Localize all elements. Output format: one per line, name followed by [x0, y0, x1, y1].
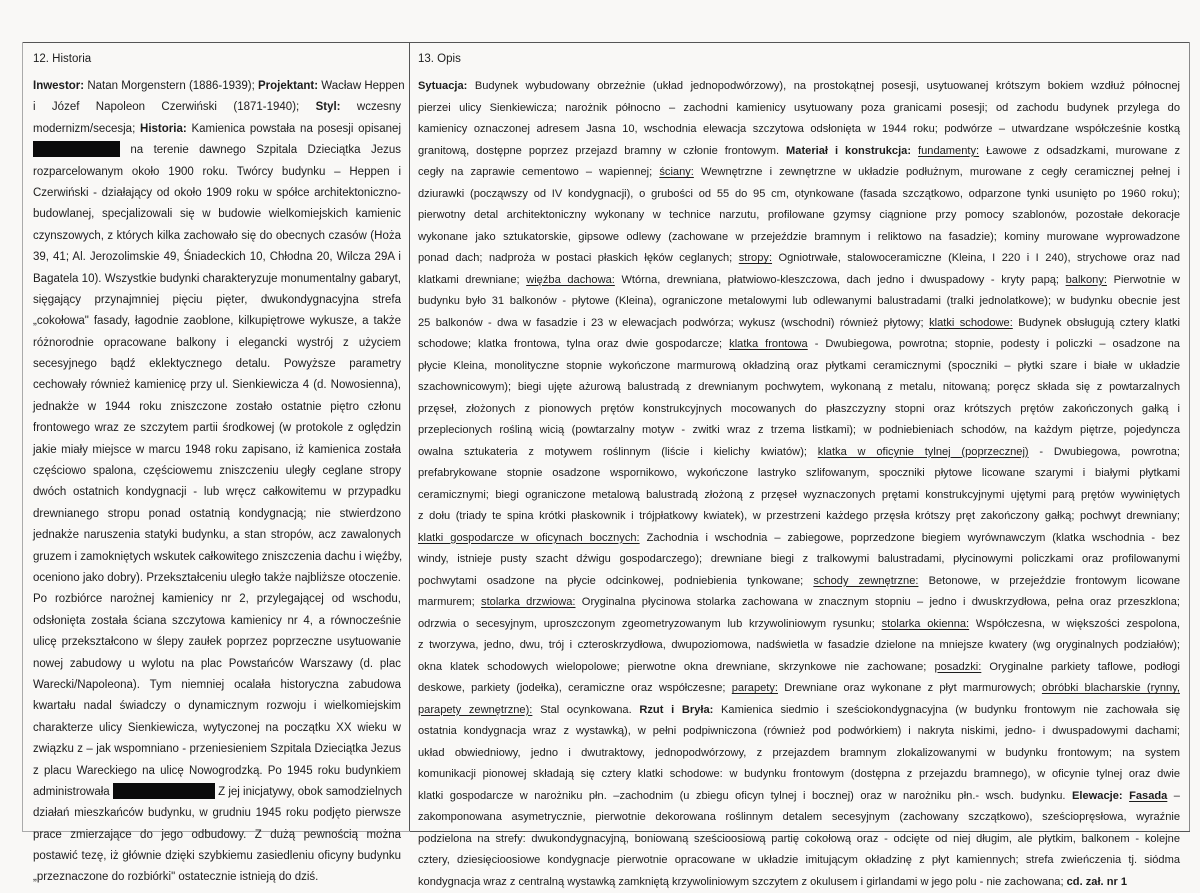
text-run: przęseł, złożonych z pionowych prętów konstrukcyjnych mocowanych do płaszczyzny stopni oraz krótszych prętów zakończonych gałką i	[418, 403, 1180, 415]
underlined-term: posadzki:	[934, 661, 981, 673]
text-run: 25 balkonów - dwa w fasadzie i 23 w elewacjach podwórza; wykusz (wschodni) również płytowy;	[418, 317, 929, 329]
text-line	[418, 571, 1180, 593]
text-run: - Dwubiegowa, powrotna; stopnie, podesty i policzki – osadzone na	[808, 338, 1180, 350]
text-run	[911, 145, 918, 157]
text-run: 39, 41; Al. Jerozolimskie 49, Śniadeckich 10, Chłodna 20, Wilcza 29A i	[33, 251, 401, 263]
underlined-term: klatki gospodarcze w oficynach bocznych:	[418, 532, 640, 544]
bold-label: Elewacje:	[1072, 790, 1123, 802]
text-line	[418, 786, 1180, 808]
text-line	[33, 867, 401, 888]
text-run: cztery, dziesięcioosiowe kondygnacje pierwotnie opracowane w układzie imitującym okładzinę z płyt kamiennych; strefa zwieńczenia tj. siódma	[418, 854, 1180, 866]
text-line	[418, 442, 1180, 464]
underlined-term: klatka frontowa	[729, 338, 808, 350]
text-run: secesyjnego bądź eklektycznego detalu. Powyższe parametry	[33, 358, 401, 370]
underlined-term: schody zewnętrzne:	[813, 575, 918, 587]
text-run: kamienicy oznaczonej adresem Jasna 10, wschodnia elewacja szczytowa odsłonięta w 1944 roku; podwórze – utwardzane współcześnie kostką	[418, 123, 1180, 135]
underlined-term: parapety:	[732, 682, 778, 694]
text-run: Z jej inicjatywy, obok samodzielnych	[215, 786, 402, 798]
text-run: –	[1167, 790, 1180, 802]
underlined-term: fundamenty:	[918, 145, 979, 157]
text-run: Bagatela 10). Wszystkie budynki charakteryzuje monumentalny gabaryt,	[33, 273, 401, 285]
text-run: Budynek obsługują cztery klatki	[1013, 317, 1180, 329]
description-body	[418, 76, 1180, 893]
text-line	[418, 399, 1180, 421]
underlined-term: więźba dachowa:	[526, 274, 615, 286]
text-run: Oryginalne parkiety taflowe, podłogi	[981, 661, 1180, 673]
text-run: kwartału nadal świadczy o dynamicznym rozwoju i wielkomiejskim	[33, 700, 401, 712]
text-line	[418, 657, 1180, 679]
text-run: dwóch ostatnich kondygnacji - lub wręcz całkowitemu w przypadku	[33, 486, 401, 498]
bold-label: Materiał i konstrukcja:	[786, 145, 911, 157]
underlined-term: balkony:	[1066, 274, 1107, 286]
text-run: Wtórna, drewniana, płatwiowo-kleszczowa, dach jedno i dwuspadowy - kryty papą;	[615, 274, 1066, 286]
text-run: wykonane jako sztukatorskie, gipsowe odlewy (zachowane w przejeździe bramnym i reliktowo na fasadzie); kominy murowane wyprowadzone	[418, 231, 1180, 243]
text-run: Drewniane oraz wykonane z płyt marmurowych;	[778, 682, 1042, 694]
text-run: związku z – jak wspomniano - przeniesieniem Szpitala Dzieciątka Jezus	[33, 743, 401, 755]
text-run: częściowo spalona, częściowemu zniszczeniu uległy ceglane stropy	[33, 465, 401, 477]
text-line	[418, 141, 1180, 163]
text-line	[418, 98, 1180, 120]
text-line	[33, 354, 401, 375]
text-line	[33, 568, 401, 589]
text-run: rozparcelowanym około 1900 roku. Twórcy budynku – Heppen i	[33, 166, 401, 178]
text-run: na terenie dawnego Szpitala Dzieciątka Jezus	[120, 144, 401, 156]
text-line	[33, 375, 401, 396]
text-run: przeplecionych rośliną wicią (powtarzalny motyw - zwitki wraz z trzema listkami); w podniebieniach schodów, na każdym piętrze, pojedyncza	[418, 424, 1180, 436]
text-line	[33, 782, 401, 803]
text-line	[33, 696, 401, 717]
text-run: ulicę przekształcono w ślepy zaułek poprzez poprzeczne usytuowanie	[33, 636, 401, 648]
text-line	[33, 761, 401, 782]
text-line	[418, 334, 1180, 356]
text-run: Kamienica siedmio i sześciokondygnacyjna (w budynku frontowym nie zachowała się	[713, 704, 1180, 716]
text-line	[33, 654, 401, 675]
redacted-block	[113, 783, 215, 799]
text-line	[418, 205, 1180, 227]
text-run: pierwotny detal architektoniczny wykonany w technice narzutu, profilowane gzymsy ciągnione przy pomocy szablonów, pozostałe dekoracje	[418, 209, 1180, 221]
text-run: Ogniotrwałe, stalowoceramiczne (Kleina, I 220 i I 240), strychowe oraz nad	[772, 252, 1180, 264]
text-line	[418, 743, 1180, 765]
text-line	[33, 825, 401, 846]
text-run: deskowe, parkiety (jodełka), ceramiczne oraz współczesne;	[418, 682, 732, 694]
text-line	[33, 718, 401, 739]
bold-label: Sytuacja:	[418, 80, 467, 92]
text-line	[33, 333, 401, 354]
text-run: kondygnacja wraz z centralną wystawką zamkniętą krzywoliniowym szczytem z okulusem i girlandami w jego polu - nie zachowana;	[418, 876, 1067, 888]
description-column	[418, 52, 1180, 893]
text-line	[418, 549, 1180, 571]
text-run: jednakże naruszenia statyki budynku, a stan stropów, acz zawalonych	[33, 529, 401, 541]
text-run: jakie miały miejsce w marcu 1948 roku zapisano, iż kamienica została	[33, 444, 401, 456]
text-line	[418, 614, 1180, 636]
text-run: Po rozbiórce narożnej kamienicy nr 2, przylegającej od wschodu,	[33, 593, 401, 605]
text-run: „cokołowa" fasady, łagodnie zaoblone, kilkupiętrowe wykusze, a także	[33, 315, 401, 327]
text-line	[33, 183, 401, 204]
underlined-term: stolarka okienna:	[882, 618, 970, 630]
text-run: wczesny	[341, 101, 401, 113]
text-run: odrzwia o secesyjnym, uproszczonym zgeometryzowanym lub krzywoliniowym rysunku;	[418, 618, 882, 630]
text-line	[33, 204, 401, 225]
text-run: oceniono jako dobry). Przekształceniu uległo także najbliższe otoczenie.	[33, 572, 401, 584]
text-run: nowej zabudowy u wylotu na plac Powstańców Warszawy (d. plac	[33, 658, 401, 670]
text-line	[418, 485, 1180, 507]
text-line	[33, 290, 401, 311]
text-run: podzielona na strefy: dwukondygnacyjną, boniowaną sześcioosiową partię cokołową oraz - odcięte od niej długim, ale płytkim, balkonem - kolejne	[418, 833, 1180, 845]
text-run: układ obwiedniowy, jedno i dwutraktowy, jednopodwórzowy, z przejazdem bramnym zlokalizowanymi w budynku frontowym; na system	[418, 747, 1180, 759]
bold-label: Historia:	[140, 123, 187, 135]
text-run: ponad dach; nadproża w postaci płaskich łęków ceglanych;	[418, 252, 739, 264]
bold-label: Rzut i Bryła:	[639, 704, 713, 716]
text-line	[418, 807, 1180, 829]
text-line	[418, 356, 1180, 378]
text-run: „przeznaczone do rozbiórki" ostatecznie istnieją do dziś.	[33, 871, 318, 883]
text-run: klatki gospodarcze w narożniku płn. –zachodnim (u zbiegu oficyn tylnej i bocznej) oraz w narożniku płn.- wsch. budynku.	[418, 790, 1072, 802]
text-line	[418, 528, 1180, 550]
text-line	[33, 440, 401, 461]
text-run: gruzem i zamokniętych wskutek całkowitego zniszczenia dachu i więźby,	[33, 551, 402, 563]
text-run: zakomponowana asymetrycznie, pierwotnie dekorowana roślinnym detalem secesyjnym (zachowany szczątkowo), sześciopręsłowa, wyraźnie	[418, 811, 1180, 823]
underlined-term: klatka w oficynie tylnej (poprzecznej)	[818, 446, 1029, 458]
text-run: drewnianego stropu ponad ostatnią kondygnacją; nie stwierdzono	[33, 508, 401, 520]
text-line	[418, 377, 1180, 399]
text-line	[33, 504, 401, 525]
text-line	[33, 247, 401, 268]
text-line	[418, 721, 1180, 743]
text-run: budynku było 31 balkonów - płytowe (Kleina), ograniczone metalowymi lub odlewanymi balustradami (tralki jednolatkowe); w budynku obecnie jest	[418, 295, 1180, 307]
text-run: administrowała	[33, 786, 113, 798]
text-run: cegły na zaprawie cementowo – wapiennej;	[418, 166, 659, 178]
text-run: frontowego wraz ze szczytem partii środkowej (w protokole z oględzin	[33, 422, 401, 434]
text-run: - Dwubiegowa, powrotna;	[1029, 446, 1180, 458]
text-run: windy, istnieje pusty szacht dźwigu gospodarczego); drewniane biegi z tralkowymi balustradami, płycinowymi policzkami oraz profilowanymi	[418, 553, 1180, 565]
bold-label: Styl:	[316, 101, 341, 113]
text-run: Wewnętrzne i zewnętrzne w układzie podłużnym, murowane z cegły ceramicznej pełnej i	[694, 166, 1180, 178]
text-run: ceramicznymi; biegi ograniczone metalową balustradą złożoną z przęseł wyznaczonych prętami konstrukcyjnymi ujętymi parą prętów wywiniętych	[418, 489, 1180, 501]
bold-label: Inwestor:	[33, 80, 84, 92]
text-run: Kamienica powstała na posesji opisanej	[187, 123, 401, 135]
text-run: Ławowe z odsadzkami, murowane z	[979, 145, 1180, 157]
text-line	[418, 700, 1180, 722]
text-run: Stal ocynkowana.	[532, 704, 639, 716]
text-line	[33, 739, 401, 760]
text-line	[418, 850, 1180, 872]
text-line	[418, 248, 1180, 270]
description-heading: 13. Opis	[418, 52, 1180, 67]
text-run: postawić tezę, iż głównie dzięki szybkiemu zasiedleniu oficyny budynku	[33, 850, 401, 862]
text-line	[418, 184, 1180, 206]
text-line	[418, 678, 1180, 700]
history-body	[33, 76, 401, 889]
text-run: z dołu (triady te spina krótki płaskownik i trójpłatkowy kwiatek), w przestrzeni każdego przęsła krótszy pręt zakończony gałką; pochwyt drewniany;	[418, 510, 1180, 522]
text-run: odsłonięta została ściana szczytowa kamienicy nr 4, a równocześnie	[33, 615, 401, 627]
text-line	[33, 675, 401, 696]
text-run: i Józef Napoleon Czerwiński (1871-1940);	[33, 101, 316, 113]
text-run: Natan Morgenstern (1886-1939);	[84, 80, 258, 92]
underlined-term: parapety zewnętrzne):	[418, 704, 532, 716]
text-run: Budynek wybudowany obrzeżnie (układ jednopodwórzowy), na prostokątnej posesji, usytuowanej krótszym bokiem wzdłuż północnej	[467, 80, 1180, 92]
underlined-term: obróbki blacharskie (rynny,	[1042, 682, 1180, 694]
text-line	[418, 227, 1180, 249]
text-line	[33, 140, 401, 161]
text-line	[33, 803, 401, 824]
text-line	[33, 97, 401, 118]
text-line	[418, 291, 1180, 313]
text-run: z placu Wareckiego na ulicę Nowogrodzką. Po 1945 roku budynkiem	[33, 765, 401, 777]
text-run: Warecki/Napoleona). Tym niemniej ocalała historyczna zabudowa	[33, 679, 401, 691]
bold-label: cd. zał. nr 1	[1067, 876, 1127, 888]
redacted-block	[33, 141, 120, 157]
text-line	[33, 846, 401, 867]
text-line	[33, 269, 401, 290]
history-column	[33, 52, 401, 889]
text-line	[33, 611, 401, 632]
bold-label: Fasada	[1129, 790, 1167, 802]
text-run: z tworzywa, jedno, dwu, trój i czteroskrzydłowa, dwupoziomowa, nadświetla w fasadzie dzielone na mniejsze kwatery (wg oryginalnych podziałów);	[418, 639, 1180, 651]
text-run: ostatnia kondygnacja wraz z wystawką), w pełni podpiwniczona (również pod podwórkiem) i nakryta niskimi, jedno- i dwuspadowymi dachami;	[418, 725, 1180, 737]
text-run: marmurem;	[418, 596, 481, 608]
text-run: Oryginalna płycinowa stolarka zachowana w znacznym stopniu – jedno i dwuskrzydłowa, pełna oraz przeszklona;	[576, 596, 1181, 608]
text-line	[33, 226, 401, 247]
text-run: pierzei ulicy Sienkiewicza; narożnik północno – zachodni kamienicy usytuowany poza granicami posesji; od zachodu budynek przylega do	[418, 102, 1180, 114]
text-line	[33, 589, 401, 610]
text-run: charakterze ulicy Sienkiewicza, wytyczonej na początku XX wieku w	[33, 722, 401, 734]
text-run: Pierwotnie w	[1107, 274, 1180, 286]
underlined-term: ściany:	[659, 166, 694, 178]
text-run: pochwytami osadzone na płycie odcinkowej, podniebienia tynkowane;	[418, 575, 813, 587]
text-line	[418, 872, 1180, 893]
text-line	[33, 482, 401, 503]
text-line	[418, 463, 1180, 485]
text-run: modernizm/secesja;	[33, 123, 140, 135]
history-heading: 12. Historia	[33, 52, 401, 67]
text-line	[33, 461, 401, 482]
text-line	[33, 547, 401, 568]
text-line	[418, 162, 1180, 184]
text-line	[33, 632, 401, 653]
text-run: różnorodnie opracowane balkony i elegancki wystrój z użyciem	[33, 337, 401, 349]
text-run: Betonowe, w przejeździe frontowym licowane	[918, 575, 1180, 587]
text-line	[33, 397, 401, 418]
text-line	[418, 506, 1180, 528]
text-run: schodowe; klatka frontowa, tylna oraz dwie gospodarcze;	[418, 338, 729, 350]
text-run: działań mieszkańców budynku, w grudniu 1945 roku podjęto pierwsze	[33, 807, 401, 819]
text-run: Wacław Heppen	[318, 80, 405, 92]
text-line	[33, 311, 401, 332]
text-line	[418, 313, 1180, 335]
text-run: sięgający przynajmniej pięciu pięter, dwukondygnacyjna strefa	[33, 294, 401, 306]
text-run: owalna sztukateria z motywem roślinnym (liście i kielichy kwiatów);	[418, 446, 818, 458]
text-run: jednakże w 1944 roku zniszczone zostało ostatnie piętro członu	[33, 401, 401, 413]
text-run: Zachodnia i wschodnia – zabiegowe, poprzedzone biegiem wyrównawczym (klatka wschodnia - bez	[640, 532, 1180, 544]
text-run: dziurawki (począwszy od IV kondygnacji), o grubości od 55 do 95 cm, otynkowane (fasada szczątkowo, odparzone tynki usunięto po 1960 roku);	[418, 188, 1180, 200]
underlined-term: stolarka drzwiowa:	[481, 596, 575, 608]
text-line	[418, 76, 1180, 98]
right-edge-rule	[1189, 42, 1190, 832]
text-run: komunikacji pionowej składają się cztery klatki schodowe: w budynku frontowym (dostępna z przejazdu bramnego), w oficynie tylnej oraz dwie	[418, 768, 1180, 780]
text-run: prefabrykowane stopnie osadzone wspornikowo, wykończone lastryko szlifowanym, spoczniki płytowe licowane szarymi i białymi płytkami	[418, 467, 1180, 479]
text-run: czynszowych, z których kilka zachowało się do obecnych czasów (Hoża	[33, 230, 401, 242]
text-run: szachownicowym); biegi ujęte ażurową balustradą z drewnianym pochwytem, wykonaną z metalu, nitowaną; poręcz składa się z powtarzalnych	[418, 381, 1180, 393]
text-line	[418, 592, 1180, 614]
text-line	[33, 76, 401, 97]
bold-label: Projektant:	[258, 80, 318, 92]
text-run: prace zmierzające do jego odbudowy. Z dużą pewnością można	[33, 829, 401, 841]
text-run: Czerwiński - działający od około 1909 roku w spółce architektoniczno-	[33, 187, 401, 199]
text-line	[418, 635, 1180, 657]
left-edge-rule	[22, 42, 23, 832]
text-run: klatkami drewniane;	[418, 274, 526, 286]
text-run: okna klatek schodowych wielopolowe; pierwotne okna drewniane, skrzynkowe nie zachowane;	[418, 661, 934, 673]
text-line	[33, 119, 401, 140]
text-line	[418, 829, 1180, 851]
top-rule	[22, 42, 1190, 43]
text-line	[33, 525, 401, 546]
text-line	[418, 764, 1180, 786]
underlined-term: klatki schodowe:	[929, 317, 1013, 329]
text-line	[418, 270, 1180, 292]
text-line	[418, 119, 1180, 141]
text-line	[33, 162, 401, 183]
text-run: granitową, dostępne poprzez przejazd bramny w członie frontowym.	[418, 145, 786, 157]
text-run: cechowały również kamienicę przy ul. Sienkiewicza 4 (d. Nowosienna),	[33, 379, 401, 391]
text-run: Współczesna, w większości zespolona,	[969, 618, 1180, 630]
underlined-term: stropy:	[739, 252, 772, 264]
column-divider	[409, 42, 410, 832]
text-run: budowlanej, specjalizowali się w budowie wielkomiejskich kamienic	[33, 208, 401, 220]
text-run: płycie Kleina, monolityczne stopnie wykończone marmurową okładziną oraz płytkami ceramicznymi (spoczniki – płytki szare i białe w układzie	[418, 360, 1180, 372]
text-line	[418, 420, 1180, 442]
text-line	[33, 418, 401, 439]
